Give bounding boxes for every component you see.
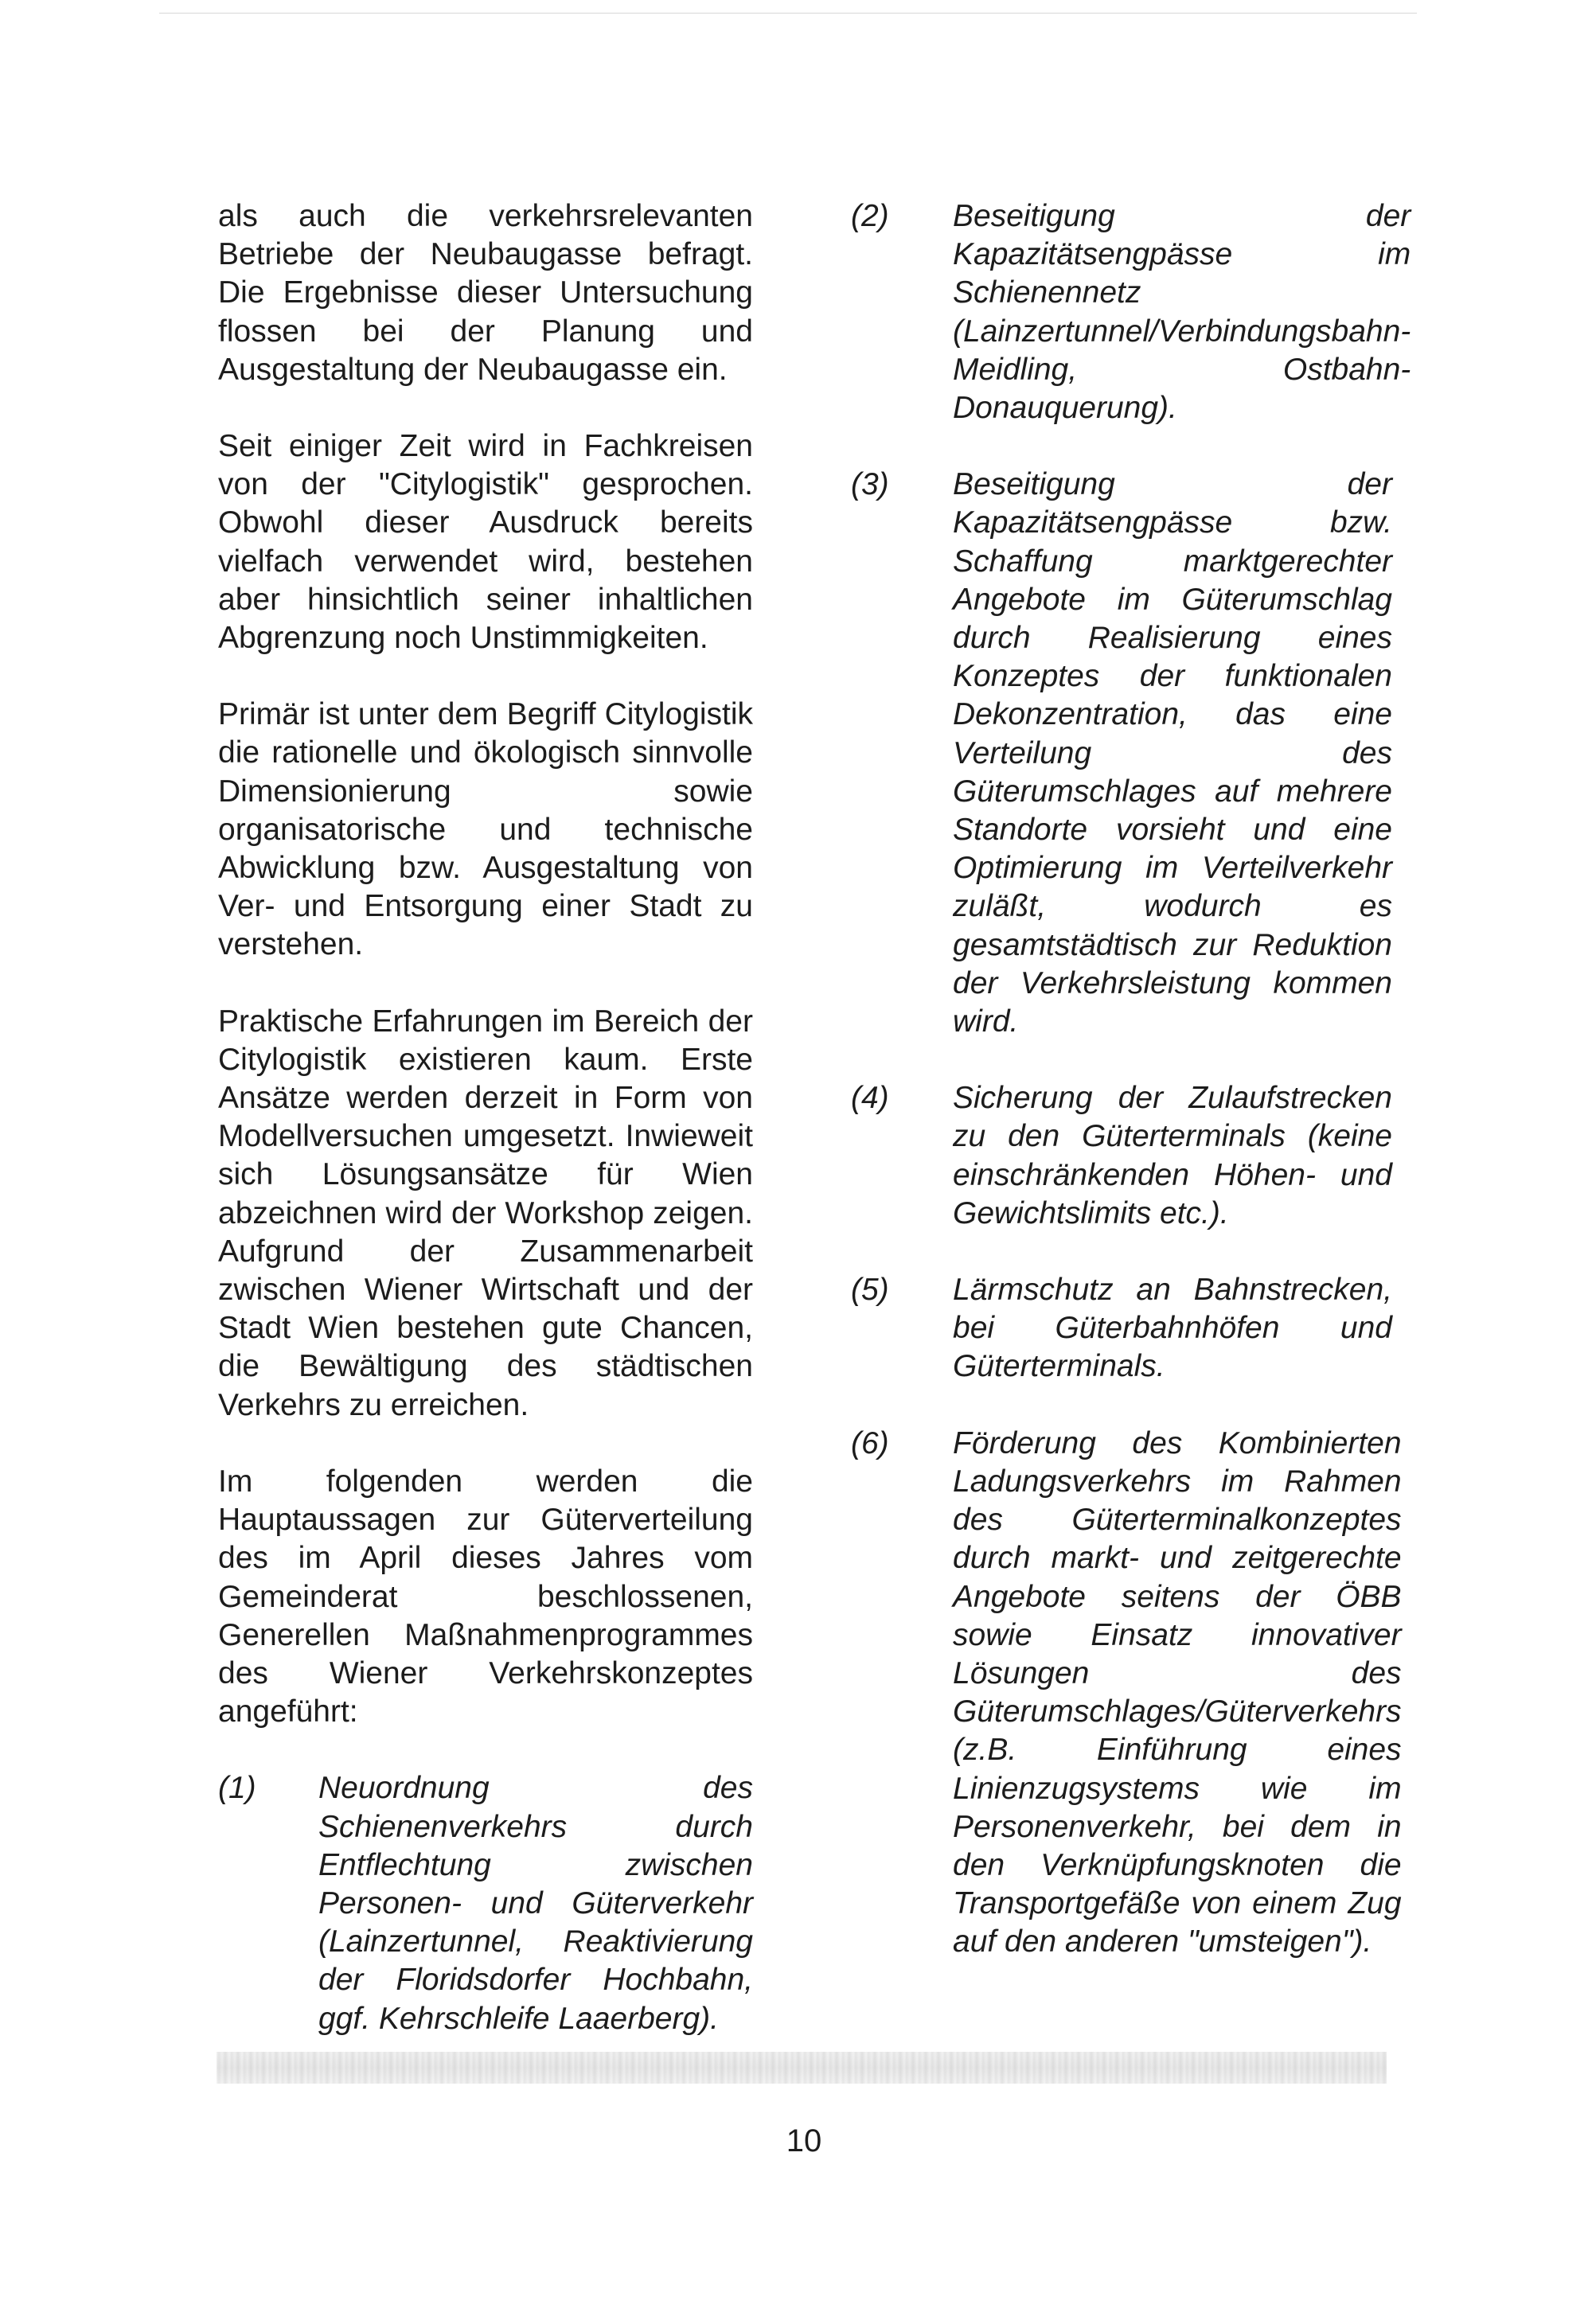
right-column bbox=[851, 197, 1411, 2000]
scan-top-edge bbox=[159, 13, 1417, 14]
list-item-number: (1) bbox=[218, 1771, 256, 1806]
list-item-text: Sicherung der Zulaufstrecken zu den Güterterminals (keine einschränkenden Höhen- und Gewichtslimits etc.). bbox=[953, 1081, 1392, 1230]
list-item-text: Beseitigung der Kapazitätsengpässe bzw. Schaffung marktgerechter Angebote im Güterumschlag durch Realisierung eines Konzeptes der funktionalen Dekonzentration, das eine Verteilung des Güterumschlages auf mehrere Standorte vorsieht und eine Optimierung im Verteilverkehr zuläßt, wodurch es gesamtstädtisch zur Reduktion der Verkehrsleistung kommen wird. bbox=[953, 467, 1392, 1039]
list-item-3 bbox=[851, 466, 1392, 1041]
list-item-text: Beseitigung der Kapazitätsengpässe im Schienennetz (Lainzertunnel/Verbindungsbahn-Meidling, Ostbahn-Donauquerung). bbox=[953, 199, 1411, 426]
paragraph-citylogistik-intro: Seit einiger Zeit wird in Fachkreisen von der "Citylogistik" gesprochen. Obwohl dieser Ausdruck bereits vielfach verwendet wird, bestehen aber hinsichtlich seiner inhaltlichen Abgrenzung noch Unstimmigkeiten. bbox=[218, 429, 753, 656]
scan-artifact-band bbox=[217, 2052, 1387, 2084]
left-column bbox=[218, 197, 753, 2076]
list-item-number: (5) bbox=[851, 1273, 889, 1308]
list-item-number: (6) bbox=[851, 1425, 889, 1460]
list-item-text: Förderung des Kombinierten Ladungsverkehrs im Rahmen des Güterterminalkonzeptes durch markt- und zeitgerechte Angebote seitens der ÖBB sowie Einsatz innovativer Lösungen des Güterumschlages/Güterverkehrs (z.B. Einführung eines Linienzugsystems wie im Personenverkehr, bei dem in den Verknüpfungsknoten die Transportgefäße von einem Zug auf den anderen "umsteigen"). bbox=[953, 1425, 1402, 1959]
list-item-6 bbox=[851, 1425, 1402, 1962]
list-item-1 bbox=[218, 1769, 753, 2037]
list-item-number: (2) bbox=[851, 199, 889, 233]
list-item-text: Neuordnung des Schienenverkehrs durch Entflechtung zwischen Personen- und Güterverkehr (Lainzertunnel, Reaktivierung der Floridsdorfer Hochbahn, ggf. Kehrschleife Laaerberg). bbox=[318, 1771, 753, 2036]
list-item-2 bbox=[851, 197, 1411, 427]
list-item-4 bbox=[851, 1079, 1392, 1233]
list-item-5 bbox=[851, 1271, 1392, 1386]
paragraph-survey: als auch die verkehrsrelevanten Betriebe der Neubaugasse befragt. Die Ergebnisse dieser Untersuchung flossen bei der Planung und Ausgestaltung der Neubaugasse ein. bbox=[218, 199, 753, 387]
list-item-number: (4) bbox=[851, 1081, 889, 1116]
paragraph-experiences: Praktische Erfahrungen im Bereich der Citylogistik existieren kaum. Erste Ansätze werden derzeit in Form von Modellversuchen umgesetzt. Inwieweit sich Lösungsansätze für Wien abzeichnen wird der Workshop zeigen. Aufgrund der Zusammenarbeit zwischen Wiener Wirtschaft und der Stadt Wien bestehen gute Chancen, die Bewältigung des städtischen Verkehrs zu erreichen. bbox=[218, 1004, 753, 1422]
list-item-text: Lärmschutz an Bahnstrecken, bei Güterbahnhöfen und Güterterminals. bbox=[953, 1273, 1392, 1384]
list-item-number: (3) bbox=[851, 467, 889, 502]
paragraph-citylogistik-definition: Primär ist unter dem Begriff Citylogistik die rationelle und ökologisch sinnvolle Dimensionierung sowie organisatorische und technische Abwicklung bzw. Ausgestaltung von Ver- und Entsorgung einer Stadt zu verstehen. bbox=[218, 697, 753, 962]
paragraph-measures-intro: Im folgenden werden die Hauptaussagen zur Güterverteilung des im April dieses Jahres vom Gemeinderat beschlossenen, Generellen Maßnahmenprogrammes des Wiener Verkehrskonzeptes angeführt: bbox=[218, 1464, 753, 1729]
page-number: 10 bbox=[786, 2123, 822, 2158]
